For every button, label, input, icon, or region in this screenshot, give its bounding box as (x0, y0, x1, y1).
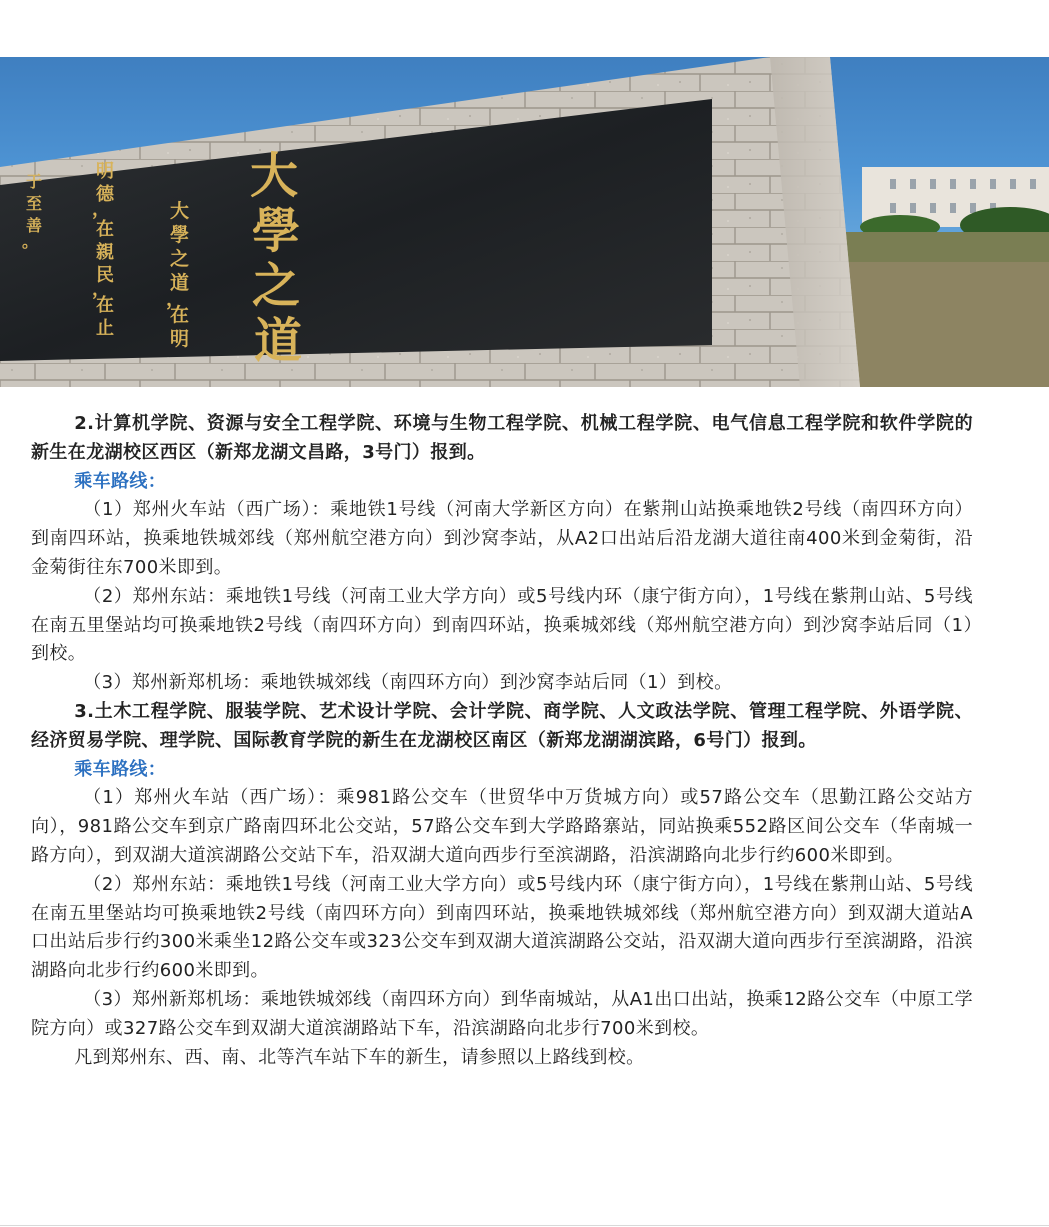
svg-text:道: 道 (170, 272, 190, 294)
route-west-east-station: （2）郑州东站：乘地铁1号线（河南工业大学方向）或5号线内环（康宁街方向），1号线在紫荆山站、5号线在南五里堡站均可换乘地铁2号线（南四环方向）到南四环站，换乘城郊线（郑州航空港方向）到沙窝李站后同（1）到校。 (31, 585, 973, 665)
route-south-east-station: （2）郑州东站：乘地铁1号线（河南工业大学方向）或5号线内环（康宁街方向），1号线在紫荆山站、5号线在南五里堡站均可换乘地铁2号线（南四环方向）到南四环站，换乘地铁城郊线（郑州航空港方向）到双湖大道站A口出站后步行约300米乘坐12路公交车或323公交车到双湖大道滨湖路公交站，沿双湖大道向西步行至滨湖路，沿滨湖路向北步行约600米即到。 (31, 873, 973, 982)
svg-text:。: 。 (22, 232, 39, 251)
svg-text:大: 大 (170, 200, 190, 222)
svg-text:至: 至 (26, 194, 43, 213)
svg-text:之: 之 (252, 258, 301, 314)
svg-text:學: 學 (170, 224, 190, 246)
svg-text:明: 明 (96, 161, 114, 182)
svg-text:學: 學 (252, 203, 301, 259)
route-west-airport: （3）郑州新郑机场：乘地铁城郊线（南四环方向）到沙窝李站后同（1）到校。 (83, 672, 733, 694)
route-label-west: 乘车路线： (74, 470, 167, 492)
monument-illustration (0, 57, 1049, 387)
footer-divider (0, 1225, 1049, 1226)
route-south-airport: （3）郑州新郑机场：乘地铁城郊线（南四环方向）到华南城站，从A1出口出站，换乘12路公交车（中原工学院方向）或327路公交车到双湖大道滨湖路站下车，沿滨湖路向北步行700米到校。 (31, 988, 973, 1039)
svg-text:，: ， (92, 199, 110, 220)
section-south-campus: 3.土木工程学院、服装学院、艺术设计学院、会计学院、商学院、人文政法学院、管理工程学院、外语学院、经济贸易学院、理学院、国际教育学院的新生在龙湖校区南区（新郑龙湖湖滨路，6号门）报到。 (31, 700, 973, 751)
article-body (31, 410, 973, 1072)
svg-text:，: ， (166, 288, 186, 310)
svg-text:之: 之 (170, 248, 190, 270)
svg-text:明: 明 (170, 328, 190, 350)
svg-text:在: 在 (96, 295, 114, 316)
svg-text:于: 于 (26, 172, 43, 191)
route-south-train-station: （1）郑州火车站（西广场）：乘981路公交车（世贸华中万货城方向）或57路公交车（思勤江路公交站方向），981路公交车到京广路南四环北公交站，57路公交车到大学路路寨站，同站换乘552路区间公交车（华南城一路方向），到双湖大道滨湖路公交站下车，沿双湖大道向西步行至滨湖路，沿滨湖路向北步行约600米即到。 (31, 787, 973, 866)
route-west-train-station: （1）郑州火车站（西广场）：乘地铁1号线（河南大学新区方向）在紫荆山站换乘地铁2号线（南四环方向）到南四环站，换乘地铁城郊线（郑州航空港方向）到沙窝李站，从A2口出站后沿龙湖大道往南400米到金菊街，沿金菊街往东700米即到。 (31, 499, 973, 578)
svg-text:道: 道 (254, 313, 303, 369)
svg-text:在: 在 (170, 304, 190, 326)
section-west-campus: 2.计算机学院、资源与安全工程学院、环境与生物工程学院、机械工程学院、电气信息工程学院和软件学院的新生在龙湖校区西区（新郑龙湖文昌路，3号门）报到。 (31, 413, 973, 463)
svg-text:親: 親 (96, 242, 114, 263)
svg-text:民: 民 (96, 265, 114, 286)
svg-text:在: 在 (96, 219, 114, 240)
svg-text:，: ， (92, 279, 110, 300)
svg-text:德: 德 (96, 184, 114, 205)
closing-note: 凡到郑州东、西、南、北等汽车站下车的新生，请参照以上路线到校。 (74, 1046, 645, 1068)
svg-text:大: 大 (250, 148, 299, 204)
route-label-south: 乘车路线： (74, 758, 167, 780)
campus-photo (0, 57, 1049, 387)
svg-text:善: 善 (26, 216, 43, 235)
svg-text:止: 止 (96, 318, 114, 339)
